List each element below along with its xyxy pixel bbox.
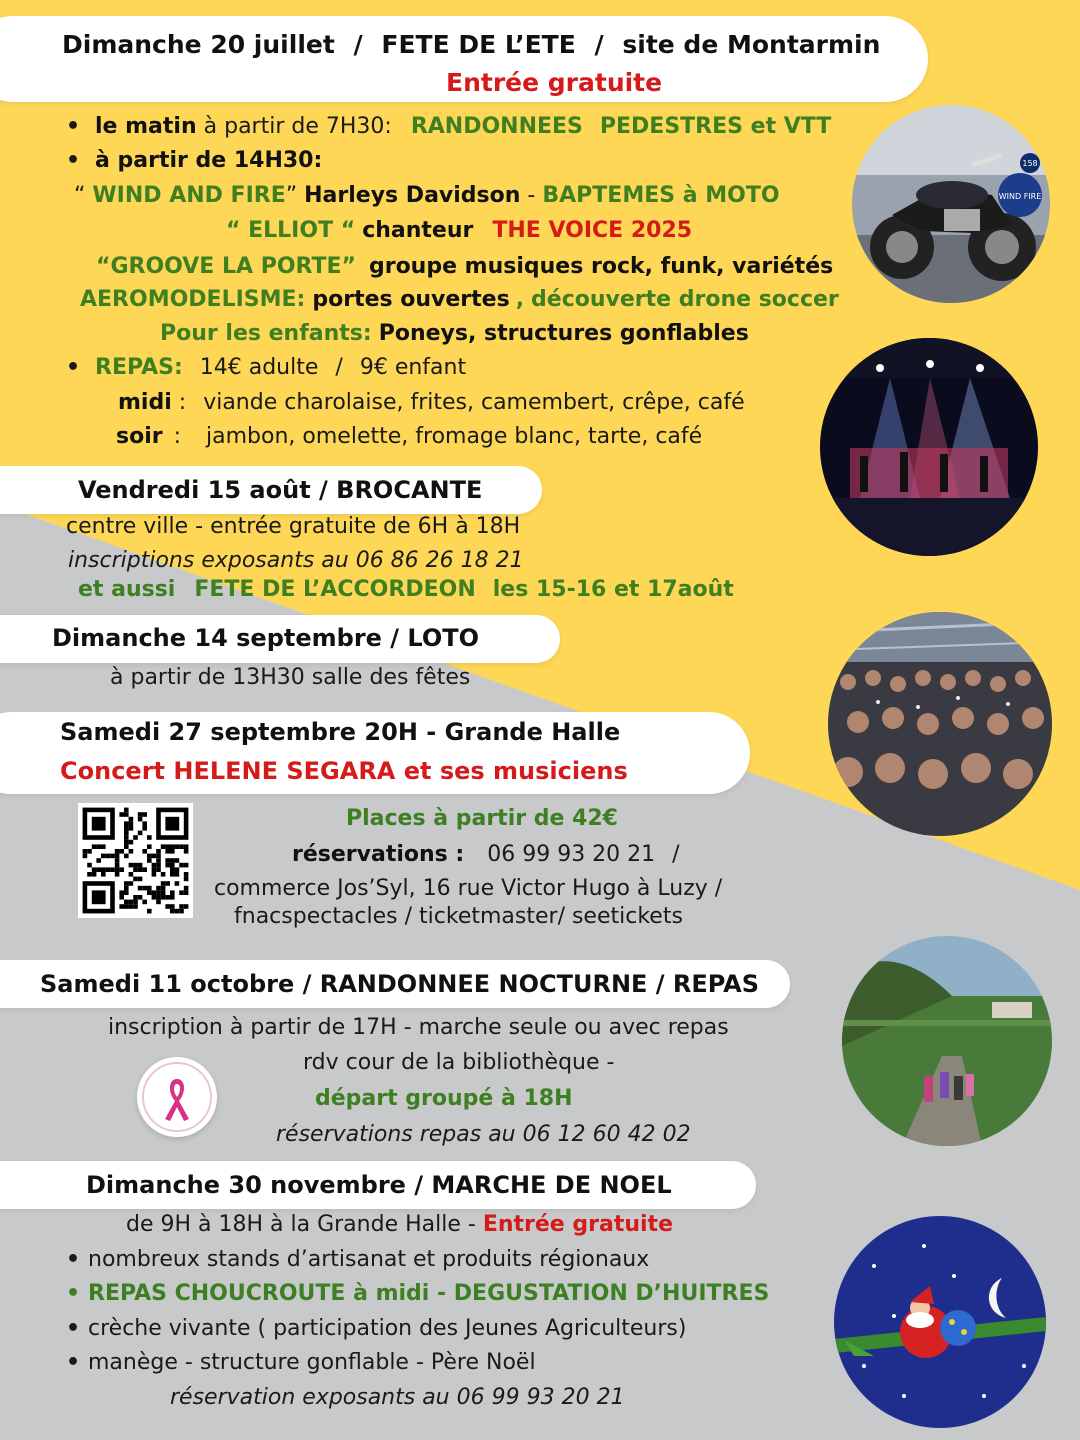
brocante-aussi: et aussi xyxy=(78,577,176,602)
ete-groove-desc: groupe musiques rock, funk, variétés xyxy=(368,254,834,279)
segara-ticketing: fnacspectacles / ticketmaster/ seetickets xyxy=(234,904,683,929)
noel-line1 xyxy=(126,1210,673,1240)
ete-kids-line xyxy=(160,319,749,349)
nocturne-line4: réservations repas au 06 12 60 42 02 xyxy=(276,1122,691,1147)
ete-repas-label: REPAS: xyxy=(95,355,183,380)
noel-line2: • nombreux stands d’artisanat et produits régionaux xyxy=(66,1245,649,1275)
segara-resa-sep: / xyxy=(672,842,680,867)
ete-date: Dimanche 20 juillet xyxy=(62,30,335,59)
photo-motorcycle xyxy=(852,105,1050,303)
segara-places: Places à partir de 42€ xyxy=(346,806,618,831)
nocturne-line3: départ groupé à 18H xyxy=(315,1086,573,1111)
ete-randonnees: RANDONNEES xyxy=(410,114,583,139)
ete-wind-quote-close: ” xyxy=(285,183,298,208)
ete-midi-line xyxy=(118,388,745,418)
ete-baptemes: BAPTEMES à MOTO xyxy=(542,183,780,208)
segara-resa-label: réservations : xyxy=(292,842,465,867)
brocante-accordeon: FETE DE L’ACCORDEON xyxy=(194,577,476,602)
loto-header: Dimanche 14 septembre / LOTO xyxy=(52,624,480,652)
ete-harleys: Harleys Davidson xyxy=(304,183,521,208)
noel-line3: • REPAS CHOUCROUTE à midi - DEGUSTATION D’HUITRES xyxy=(66,1279,769,1309)
noel-line4: • crèche vivante ( participation des Jeunes Agriculteurs) xyxy=(66,1314,686,1344)
brocante-line3 xyxy=(78,575,734,605)
ete-free-entry: Entrée gratuite xyxy=(446,68,663,97)
moto-logo-text: WIND FIRE xyxy=(998,192,1042,201)
ete-repas-adult: 14€ adulte xyxy=(199,355,319,380)
ete-wind-quote-open: “ xyxy=(74,183,86,208)
loto-line1: à partir de 13H30 salle des fêtes xyxy=(110,665,471,690)
ete-soir-menu: jambon, omelette, fromage blanc, tarte, café xyxy=(206,424,703,449)
ete-groove-line xyxy=(96,252,833,282)
segara-commerce: commerce Jos’Syl, 16 rue Victor Hugo à Luzy / xyxy=(214,876,723,901)
ete-afternoon-label: à partir de 14H30: xyxy=(95,148,323,173)
ete-kids-label: Pour les enfants: xyxy=(160,321,372,346)
ete-the-voice: THE VOICE 2025 xyxy=(492,218,693,243)
photo-crowd-hall xyxy=(828,612,1052,836)
segara-resa-line xyxy=(292,840,680,870)
ete-aero-line xyxy=(80,285,839,315)
photo-concert-stage xyxy=(820,338,1038,556)
ete-morning-line xyxy=(66,112,831,142)
brocante-header: Vendredi 15 août / BROCANTE xyxy=(78,476,483,504)
ete-header xyxy=(62,30,880,60)
photo-night-walk xyxy=(842,936,1052,1146)
ete-sep1: / xyxy=(353,30,363,59)
pink-ribbon-icon xyxy=(137,1057,217,1137)
noel-free-entry: Entrée gratuite xyxy=(482,1212,673,1237)
ete-wind-line xyxy=(74,181,780,211)
ete-aero-open: portes ouvertes xyxy=(312,287,510,312)
ete-repas-sep: / xyxy=(335,355,343,380)
ete-aero-drone: découverte drone soccer xyxy=(531,287,839,312)
ete-aero-label: AEROMODELISME: xyxy=(80,287,306,312)
ete-midi-menu: viande charolaise, frites, camembert, crêpe, café xyxy=(203,390,745,415)
brocante-line2: inscriptions exposants au 06 86 26 18 21 xyxy=(68,548,524,573)
brocante-dates: les 15-16 et 17août xyxy=(492,577,734,602)
noel-line5: • manège - structure gonflable - Père Noël xyxy=(66,1348,536,1378)
brocante-line1: centre ville - entrée gratuite de 6H à 18H xyxy=(66,514,521,539)
qr-code[interactable] xyxy=(78,803,193,918)
ete-sep2: / xyxy=(594,30,604,59)
segara-resa-phone: 06 99 93 20 21 xyxy=(487,842,656,867)
nocturne-line2: rdv cour de la bibliothèque - xyxy=(303,1050,615,1075)
ete-elliot-line xyxy=(226,216,692,246)
ete-wind-and-fire: WIND AND FIRE xyxy=(92,183,286,208)
ete-pedestres: PEDESTRES et VTT xyxy=(599,114,832,139)
ete-name: FETE DE L’ETE xyxy=(381,30,576,59)
noel-header: Dimanche 30 novembre / MARCHE DE NOEL xyxy=(86,1171,672,1199)
moto-badge-number: 158 xyxy=(1022,159,1038,168)
ete-aero-comma: , xyxy=(515,287,525,312)
ete-midi-colon: : xyxy=(178,390,187,415)
noel-hours: de 9H à 18H à la Grande Halle - xyxy=(126,1212,476,1237)
ete-repas-line xyxy=(66,353,466,383)
ete-soir-line xyxy=(116,422,702,452)
ete-wind-dash: - xyxy=(527,183,536,208)
ete-groove: “GROOVE LA PORTE” xyxy=(96,254,356,279)
ete-morning-time: à partir de 7H30: xyxy=(203,114,392,139)
ete-kids-desc: Poneys, structures gonflables xyxy=(378,321,749,346)
nocturne-line1: inscription à partir de 17H - marche seule ou avec repas xyxy=(108,1015,729,1040)
ete-elliot: “ ELLIOT “ xyxy=(226,218,356,243)
ete-site: site de Montarmin xyxy=(622,30,881,59)
ete-repas-child: 9€ enfant xyxy=(359,355,467,380)
ete-morning-label: le matin xyxy=(95,114,197,139)
ete-soir-colon: : xyxy=(173,424,182,449)
pink-ribbon-badge xyxy=(137,1057,217,1137)
ete-chanteur: chanteur xyxy=(362,218,474,243)
nocturne-header: Samedi 11 octobre / RANDONNEE NOCTURNE / REPAS xyxy=(40,970,760,998)
segara-concert: Concert HELENE SEGARA et ses musiciens xyxy=(60,757,628,785)
noel-line6: réservation exposants au 06 99 93 20 21 xyxy=(170,1385,625,1410)
segara-header: Samedi 27 septembre 20H - Grande Halle xyxy=(60,718,621,746)
ete-midi-label: midi xyxy=(118,390,172,415)
photo-santa-broom xyxy=(834,1216,1046,1428)
ete-soir-label: soir xyxy=(116,424,163,449)
ete-afternoon-line xyxy=(66,146,322,176)
qr-code-image xyxy=(78,803,193,918)
